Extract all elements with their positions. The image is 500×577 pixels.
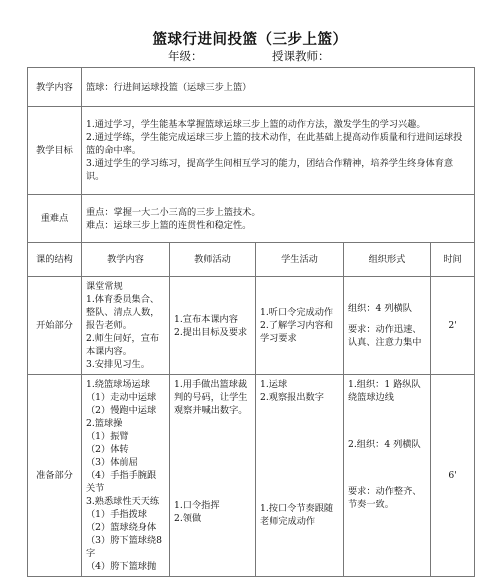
row-content: [28, 68, 475, 107]
section-org-cell: [344, 277, 431, 375]
org-line: 组织：4 列横队: [348, 303, 412, 314]
section-org-cell: [344, 375, 431, 577]
student-line: 2.了解学习内容和学习要求: [260, 320, 334, 344]
content-line: （2）体转: [86, 444, 129, 455]
content-line: 3.熟悉球性天天练: [86, 496, 160, 507]
org-line: 1.组织：1 路纵队绕篮球边线: [348, 379, 421, 403]
student-line: 1.按口令节奏跟随老师完成动作: [260, 503, 334, 527]
label-goals: 教学目标: [28, 107, 82, 195]
value-key-points: [82, 195, 475, 243]
teacher-label: 授课教师：: [272, 49, 330, 63]
content-line: （4）胯下篮球抛: [86, 561, 157, 572]
section-student-cell: [256, 277, 344, 375]
content-line: （4）手指手腕跟关节: [86, 470, 157, 494]
row-goals: [28, 107, 475, 195]
content-line: （1）振臂: [86, 431, 129, 442]
org-line: 要求：动作迅速、认真、注意力集中: [348, 324, 422, 348]
teacher-line: 2.提出目标及要求: [174, 326, 248, 338]
goal-line: 3.通过学生的学习练习，提高学生间相互学习的能力，团结合作精神，培养学生终身体育意识。: [86, 158, 454, 182]
section-content-cell: [82, 277, 170, 375]
content-line: （2）慢跑中运球: [86, 405, 157, 416]
content-line: 1.体育委员集合、整队、清点人数，报告老师。: [86, 294, 160, 331]
teacher-line: 2.领做: [174, 513, 202, 524]
content-line: 2.师生问好，宣布本课内容。: [86, 333, 160, 357]
header-content: 教学内容: [82, 243, 170, 277]
label-key-points: 重难点: [28, 195, 82, 243]
section-warmup: [28, 375, 475, 577]
value-content: 篮球：行进间运球投篮（运球三步上篮）: [82, 68, 475, 107]
value-goals: [82, 107, 475, 195]
teacher-line: 1.用手做出篮球裁判的号码，让学生观察并喊出数字。: [174, 379, 248, 416]
header-structure: 课的结构: [28, 243, 82, 277]
content-line: 课堂常规: [86, 281, 123, 292]
content-line: （3）胯下篮球绕8字: [86, 535, 163, 559]
section-content-cell: [82, 375, 170, 577]
section-label: 开始部分: [28, 277, 82, 375]
header-student: 学生活动: [256, 243, 344, 277]
section-teacher-cell: [170, 277, 256, 375]
student-line: 1.听口令完成动作: [260, 307, 334, 318]
section-teacher-cell: [170, 375, 256, 577]
student-line: 2.观察报出数字: [260, 392, 324, 403]
content-line: 3.安排见习生。: [86, 359, 150, 370]
org-line: 2.组织：4 列横队: [348, 439, 421, 450]
row-key-points: [28, 195, 475, 243]
header-organization: 组织形式: [344, 243, 431, 277]
content-line: 2.篮球操: [86, 418, 123, 429]
section-start: [28, 277, 475, 375]
goal-line: 1.通过学习，学生能基本掌握篮球运球三步上篮的动作方法，激发学生的学习兴趣。: [86, 119, 426, 130]
lesson-plan-table: [27, 67, 475, 577]
header-teacher: 教师活动: [170, 243, 256, 277]
label-content: 教学内容: [28, 68, 82, 107]
org-line: 要求：动作整齐、节奏一致。: [348, 486, 422, 510]
section-time: 2': [431, 277, 475, 375]
content-line: 1.绕篮球场运球: [86, 379, 150, 390]
section-label: 准备部分: [28, 375, 82, 577]
content-line: （1）走动中运球: [86, 392, 157, 403]
grade-label: 年级：: [168, 49, 203, 63]
content-line: （2）篮球绕身体: [86, 522, 157, 533]
key-line: 重点：掌握一大二小三高的三步上篮技术。: [86, 206, 261, 218]
teacher-line: 1.宣布本课内容: [174, 313, 238, 325]
teacher-line: 1.口令指挥: [174, 500, 220, 511]
section-student-cell: [256, 375, 344, 577]
column-header-row: [28, 243, 475, 277]
student-line: 1.运球: [260, 379, 288, 390]
key-line: 难点：运球三步上篮的连贯性和稳定性。: [86, 219, 252, 231]
section-time: 6': [431, 375, 475, 577]
content-line: （1）手指拨球: [86, 509, 147, 520]
document-title: 篮球行进间投篮（三步上篮）: [152, 32, 348, 48]
content-line: （3）体前屈: [86, 457, 138, 468]
goal-line: 2.通过学练，学生能完成运球三步上篮的技术动作，在此基础上提高动作质量和行进间运球投篮的命中率。: [86, 132, 463, 156]
header-time: 时间: [431, 243, 475, 277]
